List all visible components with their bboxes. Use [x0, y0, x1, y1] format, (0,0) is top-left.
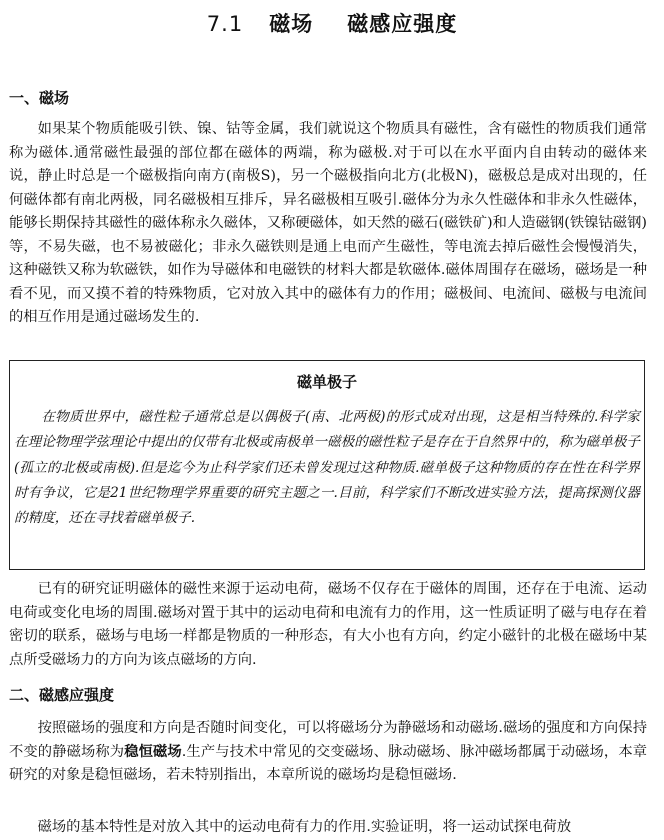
sidebar-box-monopole	[9, 360, 645, 570]
section-heading-2: 二、磁感应强度	[9, 686, 115, 704]
paragraph-field-property: 磁场的基本特性是对放入其中的运动电荷有力的作用.实验证明，将一运动试探电荷放	[37, 819, 572, 835]
text-run: .生产与技术中常见的交变磁场、脉动磁场、脉冲磁场都属于动磁场，本章研究的对象是稳恒磁场，若未特别指出，本章所说的磁场均是稳恒磁场.	[9, 743, 648, 783]
term-steady-field: 稳恒磁场	[124, 743, 182, 760]
page-title	[0, 8, 664, 38]
paragraph-magnetic-field: 如果某个物质能吸引铁、镍、钴等金属，我们就说这个物质具有磁性，含有磁性的物质我们通常称为磁体.通常磁性最强的部位都在磁体的两端，称为磁极.对于可以在水平面内自由转动的磁体来说，静止时总是一个磁极指向南方(南极S)，另一个磁极指向北方(北极N)，磁极总是成对出现的，任何磁体都有南北两极，同名磁极相互排斥，异名磁极相互吸引.磁体分为永久性磁体和非永久性磁体，能够长期保持其磁性的磁体称永久磁体，又称硬磁体，如天然的磁石(磁铁矿)和人造磁钢(铁镍钴磁钢)等，不易失磁，也不易被磁化；非永久磁铁则是通上电而产生磁性，等电流去掉后磁性会慢慢消失，这种磁铁又称为软磁铁，如作为导磁体和电磁铁的材料大都是软磁体.磁体周围存在磁场，磁场是一种看不见，而又摸不着的特殊物质，它对放入其中的磁体有力的作用；磁极间、电流间、磁极与电流间的相互作用是通过磁场发生的.	[9, 121, 647, 325]
box-title: 磁单极子	[296, 373, 357, 391]
paragraph-magnetic-source: 已有的研究证明磁体的磁性来源于运动电荷，磁场不仅存在于磁体的周围，还存在于电流、运动电荷或变化电场的周围.磁场对置于其中的运动电荷和电流有力的作用，这一性质证明了磁与电存在着密切的联系，磁场与电场一样都是物质的一种形态，有大小也有方向，约定小磁针的北极在磁场中某点所受磁场力的方向为该点磁场的方向.	[9, 581, 647, 668]
paragraph-field-types	[9, 717, 647, 788]
title-word-1: 磁场	[269, 12, 314, 36]
text-run: 按照磁场的强度和方向是否随时间变化，可以将磁场分为静磁场和动磁场.磁场的强度和方向保持不变的静磁场称为	[9, 720, 647, 760]
section-heading-1: 一、磁场	[9, 89, 70, 107]
box-text: 在物质世界中，磁性粒子通常总是以偶极子(南、北两极)的形式成对出现，这是相当特殊的.科学家在理论物理学弦理论中提出的仅带有北极或南极单一磁极的磁性粒子是存在于自然界中的，称为磁单极子(孤立的北极或南极).但是迄今为止科学家们还未曾发现过这种物质.磁单极子这种物质的存在性在科学界时有争议，它是21世纪物理学界重要的研究主题之一.目前，科学家们不断改进实验方法，提高探测仪器的精度，还在寻找着磁单极子.	[14, 409, 640, 527]
section-number: 7.1	[206, 12, 244, 36]
title-word-2: 磁感应强度	[347, 12, 458, 36]
